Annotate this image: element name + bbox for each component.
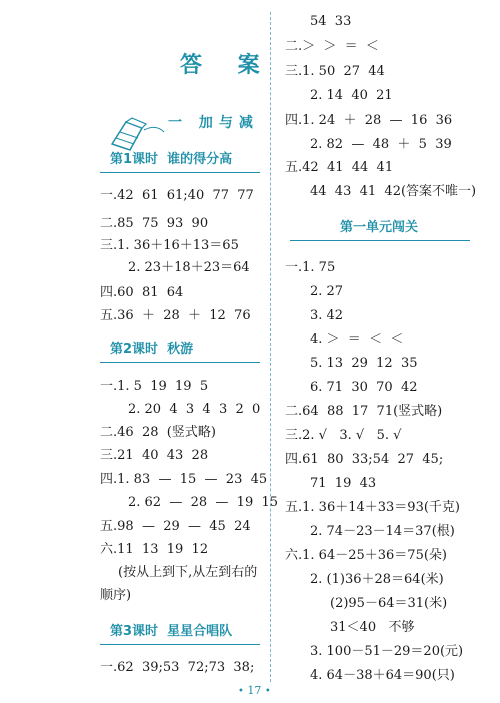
answer-line: 2. (1)36＋28＝64(米) (310, 572, 444, 587)
answer-line: 二.46 28 (竖式略) (100, 425, 216, 440)
lesson-underline (290, 240, 470, 241)
answer-line: 2. 23＋18＋23＝64 (128, 260, 250, 275)
answer-line: 五.36 ＋ 28 ＋ 12 76 (100, 308, 251, 323)
answer-line: 一.42 61 61;40 77 77 (100, 188, 254, 203)
answer-line: 五.98 — 29 — 45 24 (100, 519, 251, 534)
answer-line: 六.11 13 19 12 (100, 542, 209, 557)
answer-line: 三.1. 36＋16＋13＝65 (100, 238, 239, 253)
lesson-underline (100, 644, 260, 645)
lesson-underline (100, 172, 260, 173)
answer-line: 6. 71 30 70 42 (310, 380, 418, 395)
answer-line: 3. 100－51－29＝20(元) (310, 644, 464, 659)
answer-line: 五.1. 36＋14＋33＝93(千克) (285, 500, 460, 515)
answer-line: 31＜40 不够 (330, 620, 415, 635)
answer-line: 3. 42 (310, 308, 344, 323)
answer-line: 一.1. 75 (285, 260, 336, 275)
page-number-value: 17 (247, 684, 262, 697)
answer-line: 2. 14 40 21 (310, 88, 393, 103)
answer-line: 三.1. 50 27 44 (285, 64, 385, 79)
answer-line: 2. 20 4 3 4 3 2 0 (128, 402, 261, 417)
answer-line: 71 19 43 (310, 476, 377, 491)
answer-line: 二.64 88 17 71(竖式略) (285, 404, 443, 419)
answer-line: (2)95－64＝31(米) (330, 596, 448, 611)
answer-line: 44 43 41 42(答案不唯一) (310, 184, 477, 199)
answer-line: 三.2. √ 3. √ 5. √ (285, 428, 402, 443)
lesson-heading: 第2课时 秋游 (110, 342, 194, 357)
answer-line: 2. 27 (310, 284, 344, 299)
page-number: • 17 • (238, 684, 271, 697)
page-title: 答 案 (180, 53, 274, 78)
answer-line: 2. 62 — 28 — 19 15 (128, 495, 279, 510)
answer-line: 四.61 80 33;54 27 45; (285, 452, 444, 467)
column-divider (270, 12, 271, 682)
answer-line: (按从上到下,从左到右的 (118, 565, 258, 580)
answer-line: 二.85 75 93 90 (100, 216, 209, 231)
answer-line: 2. 82 — 48 ＋ 5 39 (310, 137, 452, 152)
answer-line: 四.1. 24 ＋ 28 — 16 36 (285, 113, 453, 128)
answer-line: 4. 64－38＋64＝90(只) (310, 668, 455, 683)
answer-line: 4. ＞ ＝ ＜ ＜ (310, 332, 404, 347)
answer-line: 54 33 (310, 14, 352, 29)
pencil-ribbon-icon (108, 114, 168, 154)
unit-title: 一 加与减 (168, 115, 259, 131)
lesson-heading: 第1课时 谁的得分高 (110, 152, 233, 167)
answer-line: 二.＞ ＞ ＝ ＜ (285, 39, 379, 54)
answer-line: 一.62 39;53 72;73 38; (100, 660, 255, 675)
answer-line: 四.60 81 64 (100, 285, 184, 300)
answer-line: 一.1. 5 19 19 5 (100, 379, 209, 394)
answer-line: 2. 74－23－14＝37(根) (310, 524, 455, 539)
answer-line: 三.21 40 43 28 (100, 448, 209, 463)
answer-line: 四.1. 83 — 15 — 23 45 (100, 472, 268, 487)
answer-line: 五.42 41 44 41 (285, 160, 394, 175)
answer-line: 顺序) (100, 588, 132, 603)
lesson-underline (100, 362, 260, 363)
lesson-heading: 第一单元闯关 (340, 220, 419, 235)
answer-line: 六.1. 64－25＋36＝75(朵) (285, 548, 447, 563)
answer-line: 5. 13 29 12 35 (310, 356, 418, 371)
lesson-heading: 第3课时 星星合唱队 (110, 624, 233, 639)
